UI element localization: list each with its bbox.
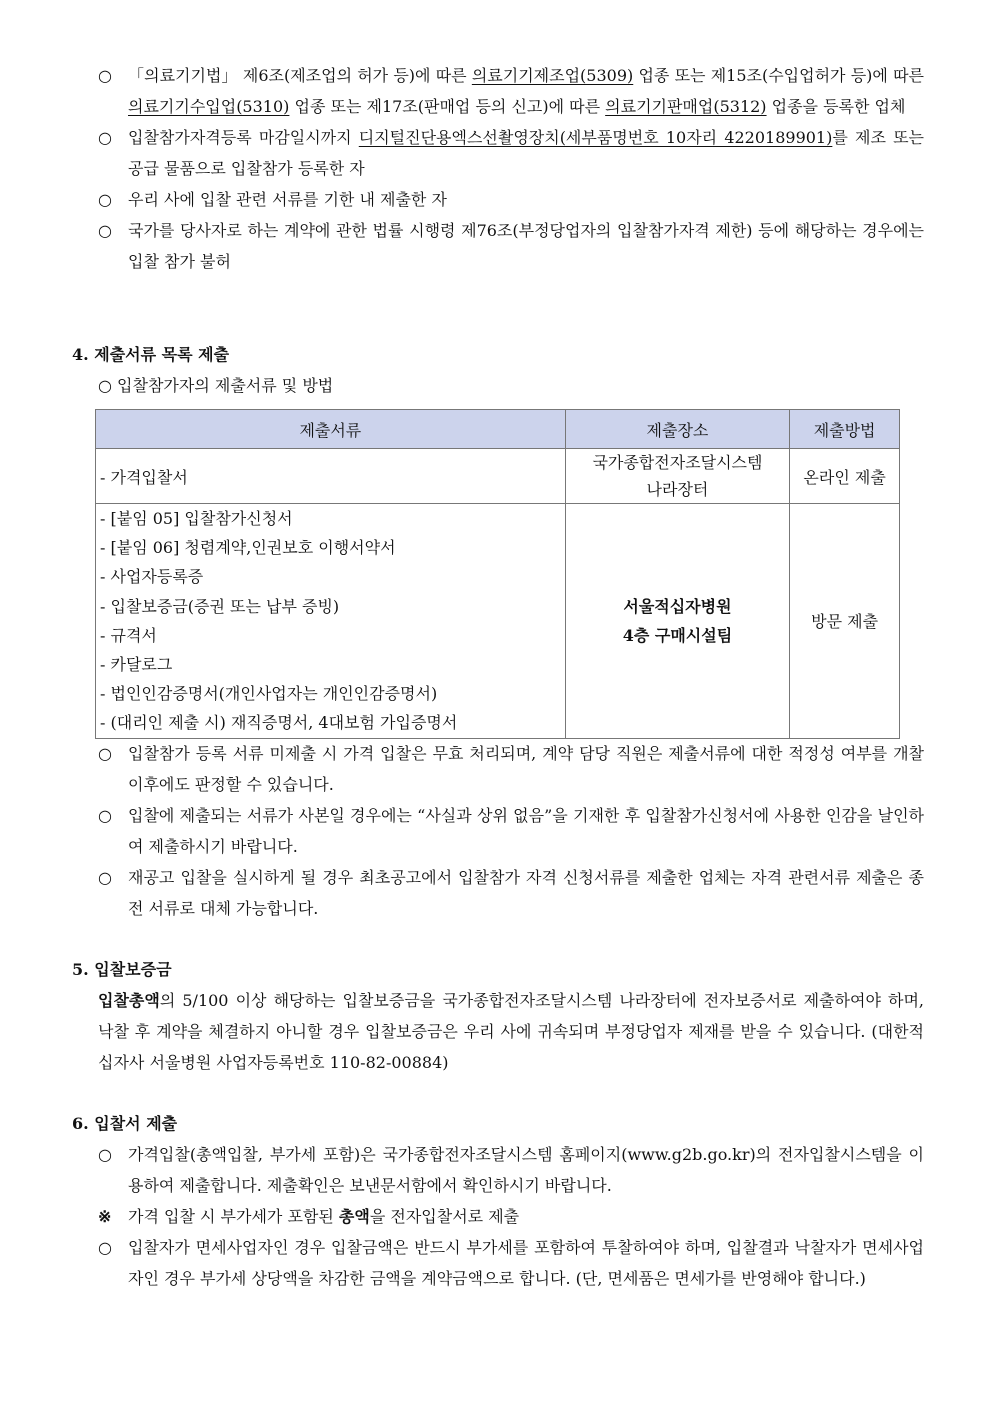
- document-item: - 규격서: [100, 625, 157, 645]
- document-item: - (대리인 제출 시) 재직증명서, 4대보험 가입증명서: [100, 713, 458, 733]
- row2-method: 방문 제출: [790, 504, 900, 739]
- eligibility-item-medical-device: ○ 「의료기기법」 제6조(제조업의 허가 등)에 따른 의료기기제조업(5309) 업종 또는 제15조(수입업허가 등)에 따른 의료기기수입업(5310) 업종 또는 제17조(판매업 등의 신고)에 따른 의료기기판매업(5312) 업종을 등록한 업체: [98, 60, 924, 122]
- eligibility-item-restriction: ○ 국가를 당사자로 하는 계약에 관한 법률 시행령 제76조(부정당업자의 입찰참가자격 제한) 등에 해당하는 경우에는 입찰 참가 불허: [98, 215, 924, 277]
- reference-mark: ※: [98, 1207, 112, 1226]
- eligibility-item-documents: ○ 우리 사에 입찰 관련 서류를 기한 내 제출한 자: [98, 184, 924, 215]
- row2-place: 서울적십자병원 4층 구매시설팀: [565, 504, 789, 739]
- business-code-5312: 의료기기판매업(5312): [605, 97, 767, 116]
- row2-documents: [96, 504, 566, 739]
- product-code: 디지털진단용엑스선촬영장치(세부품명번호 10자리 4220189901): [358, 128, 833, 147]
- bullet-circle: ○: [98, 806, 112, 825]
- business-code-5309: 의료기기제조업(5309): [471, 66, 634, 85]
- note-item: ○ 재공고 입찰을 실시하게 될 경우 최초공고에서 입찰참가 자격 신청서류를 제출한 업체는 자격 관련서류 제출은 종전 서류로 대체 가능합니다.: [98, 862, 924, 924]
- table-header-row: [96, 410, 900, 449]
- bullet-circle: ○: [98, 868, 112, 887]
- row1-method: 온라인 제출: [790, 449, 900, 504]
- row1-documents: - 가격입찰서: [96, 449, 566, 504]
- bullet-circle: ○: [98, 1145, 112, 1164]
- bid-note: ※ 가격 입찰 시 부가세가 포함된 총액을 전자입찰서로 제출: [98, 1201, 924, 1232]
- section-4-subheading: ○ 입찰참가자의 제출서류 및 방법: [98, 376, 334, 395]
- bullet-circle: ○: [98, 128, 112, 147]
- header-documents: 제출서류: [96, 410, 566, 449]
- bullet-circle: ○: [98, 221, 112, 240]
- document-item: - [붙임 06] 청렴계약,인권보호 이행서약서: [100, 538, 396, 558]
- document-item: - [붙임 05] 입찰참가신청서: [100, 509, 293, 528]
- bullet-circle: ○: [98, 66, 112, 85]
- business-code-5310: 의료기기수입업(5310): [128, 97, 290, 116]
- total-amount-label: 입찰총액: [98, 991, 160, 1010]
- eligibility-list: [98, 60, 924, 277]
- eligibility-item-registration: ○ 입찰참가자격등록 마감일시까지 디지털진단용엑스선촬영장치(세부품명번호 10자리 4220189901)를 제조 또는 공급 물품으로 입찰참가 등록한 자: [98, 122, 924, 184]
- table-row: [96, 504, 900, 739]
- submission-table: [95, 409, 900, 739]
- note-item: ○ 입찰참가 등록 서류 미제출 시 가격 입찰은 무효 처리되며, 계약 담당 직원은 제출서류에 대한 적정성 여부를 개찰 이후에도 판정할 수 있습니다.: [98, 738, 924, 800]
- bid-submission-list: [98, 1139, 924, 1294]
- bid-item: ○ 입찰자가 면세사업자인 경우 입찰금액은 반드시 부가세를 포함하여 투찰하여야 하며, 입찰결과 낙찰자가 면세사업자인 경우 부가세 상당액을 차감한 금액을 계약금액으로 합니다. (단, 면세품은 면세가를 반영해야 합니다.): [98, 1232, 924, 1294]
- document-item: - 법인인감증명서(개인사업자는 개인인감증명서): [100, 684, 438, 704]
- header-method: 제출방법: [790, 410, 900, 449]
- bullet-circle: ○: [98, 744, 112, 763]
- bullet-circle: ○: [98, 190, 112, 209]
- table-row: [96, 449, 900, 504]
- bullet-circle: ○: [98, 1238, 112, 1257]
- document-item: - 입찰보증금(증권 또는 납부 증빙): [100, 596, 340, 616]
- document-item: - 사업자등록증: [100, 567, 204, 587]
- note-item: ○ 입찰에 제출되는 서류가 사본일 경우에는 “사실과 상위 없음”을 기재한 후 입찰참가신청서에 사용한 인감을 날인하여 제출하시기 바랍니다.: [98, 800, 924, 862]
- section-4-heading: 4. 제출서류 목록 제출: [72, 345, 230, 364]
- bid-item: ○ 가격입찰(총액입찰, 부가세 포함)은 국가종합전자조달시스템 홈페이지(www.g2b.go.kr)의 전자입찰시스템을 이용하여 제출합니다. 제출확인은 보낸문서함에서 확인하시기 바랍니다.: [98, 1139, 924, 1201]
- section-5-body: 입찰총액의 5/100 이상 해당하는 입찰보증금을 국가종합전자조달시스템 나라장터에 전자보증서로 제출하여야 하며, 낙찰 후 계약을 체결하지 아니할 경우 입찰보증금은 우리 사에 귀속되며 부정당업자 제재를 받을 수 있습니다. (대한적십자사 서울병원 사업자등록번호 110-82-00884): [98, 991, 924, 1072]
- section-5-heading: 5. 입찰보증금: [72, 960, 172, 979]
- submission-notes: [98, 738, 924, 924]
- row1-place: 국가종합전자조달시스템 나라장터: [565, 449, 789, 504]
- header-place: 제출장소: [565, 410, 789, 449]
- section-6-heading: 6. 입찰서 제출: [72, 1114, 178, 1133]
- document-item: - 카달로그: [100, 655, 173, 675]
